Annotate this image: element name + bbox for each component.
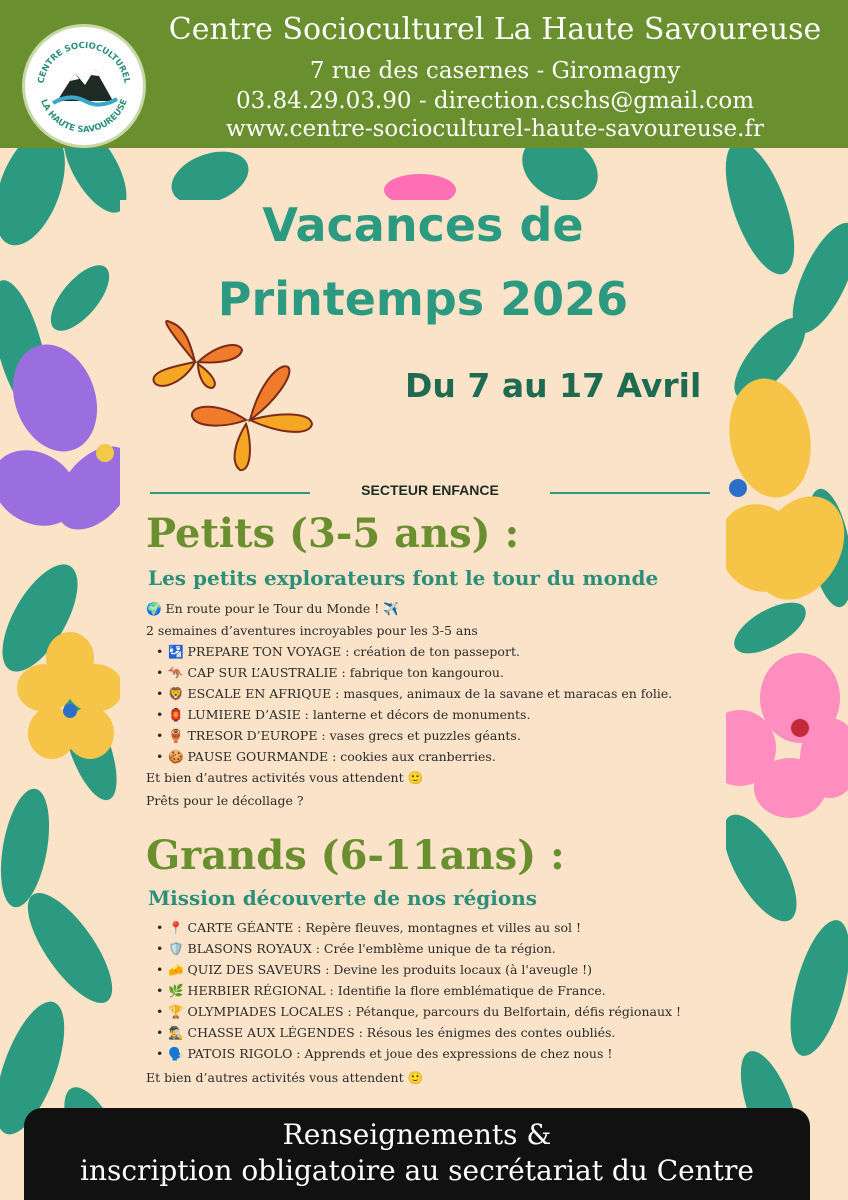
centre-contact: 03.84.29.03.90 - direction.cschs@gmail.com [235,88,755,114]
grands-subtitle: Mission découverte de nos régions [148,886,538,910]
petits-outro-2: Prêts pour le décollage ? [146,793,304,808]
title-line-2: Printemps 2026 [217,272,629,326]
list-item: • 🏮 LUMIERE D’ASIE : lanterne et décors de monuments. [146,707,672,728]
event-dates: Du 7 au 17 Avril [405,366,702,405]
svg-text:CENTRE SOCIOCULTUREL: CENTRE SOCIOCULTUREL [36,40,132,85]
list-item: • 🗣️ PATOIS RIGOLO : Apprends et joue des expressions de chez nous ! [146,1046,681,1067]
sector-divider [150,482,710,502]
list-item: • 🕵️‍♂️ CHASSE AUX LÉGENDES : Résous les énigmes des contes oubliés. [146,1025,681,1046]
petits-subtitle: Les petits explorateurs font le tour du monde [148,566,659,590]
centre-name: Centre Socioculturel La Haute Savoureuse [168,12,822,47]
list-item: • 🏺 TRESOR D’EUROPE : vases grecs et puzzles géants. [146,728,672,749]
grands-heading: Grands (6-11ans) : [146,832,565,879]
grands-activity-list [146,920,681,1067]
petits-intro-1: 🌍 En route pour le Tour du Monde ! ✈️ [146,601,399,616]
list-item: • 🌿 HERBIER RÉGIONAL : Identifie la flore emblématique de France. [146,983,681,1004]
list-item: • 🧀 QUIZ DES SAVEURS : Devine les produits locaux (à l'aveugle !) [146,962,681,983]
sector-label: SECTEUR ENFANCE [361,482,499,498]
grands-outro: Et bien d’autres activités vous attendent 🙂 [146,1070,424,1085]
footer-line-2: inscription obligatoire au secrétariat du Centre [80,1154,754,1187]
butterflies-illustration [140,312,320,482]
centre-website: www.centre-socioculturel-haute-savoureuse.fr [226,116,764,142]
list-item: • 🏆 OLYMPIADES LOCALES : Pétanque, parcours du Belfortain, défis régionaux ! [146,1004,681,1025]
svg-text:LA HAUTE SAVOUREUSE: LA HAUTE SAVOUREUSE [38,97,130,136]
petits-heading: Petits (3-5 ans) : [146,510,520,557]
petits-intro-2: 2 semaines d’aventures incroyables pour les 3-5 ans [146,623,478,638]
footer-line-1: Renseignements & [282,1118,552,1151]
title-line-1: Vacances de [262,198,584,252]
petits-outro-1: Et bien d’autres activités vous attendent 🙂 [146,770,424,785]
list-item: • 🍪 PAUSE GOURMANDE : cookies aux cranberries. [146,749,672,770]
centre-logo [22,24,146,148]
centre-address: 7 rue des casernes - Giromagny [309,58,681,84]
list-item: • 📍 CARTE GÉANTE : Repère fleuves, montagnes et villes au sol ! [146,920,681,941]
list-item: • 🦘 CAP SUR L’AUSTRALIE : fabrique ton kangourou. [146,665,672,686]
list-item: • 🛂 PREPARE TON VOYAGE : création de ton passeport. [146,644,672,665]
list-item: • 🛡️ BLASONS ROYAUX : Crée l'emblème unique de ta région. [146,941,681,962]
list-item: • 🦁 ESCALE EN AFRIQUE : masques, animaux de la savane et maracas en folie. [146,686,672,707]
petits-activity-list [146,644,672,770]
